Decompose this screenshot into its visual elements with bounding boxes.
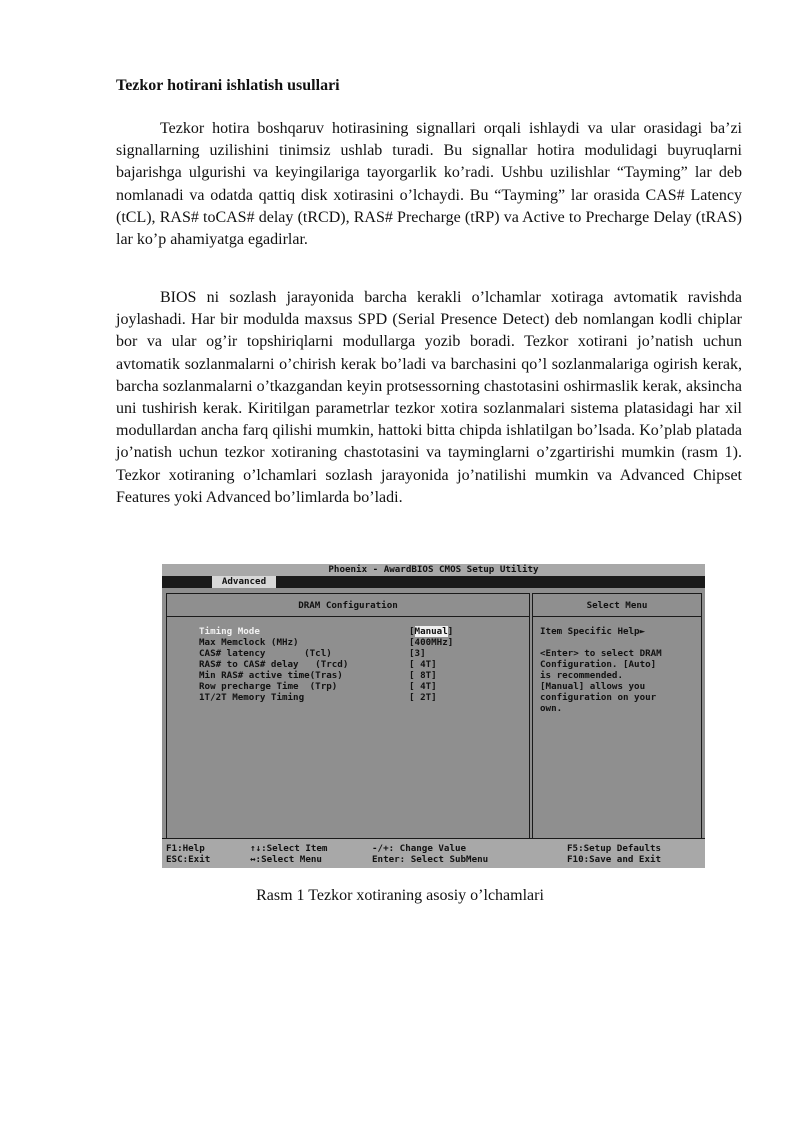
bios-help-line: Item Specific Help► — [540, 626, 646, 637]
bios-row-value: [3] — [409, 648, 426, 659]
bios-side-divider — [533, 616, 701, 617]
bios-row-value: [Manual] — [409, 626, 454, 637]
bios-help-line: [Manual] allows you — [540, 681, 646, 692]
bios-key-enter: Enter: Select SubMenu — [372, 854, 489, 865]
bios-row-value: [ 4T] — [409, 659, 437, 670]
bios-key-help: F1:Help — [166, 843, 205, 854]
bios-row-label: Min RAS# active time(Tras) — [199, 670, 343, 681]
bios-main-panel — [166, 593, 530, 865]
bios-footer-keys — [162, 838, 705, 868]
bios-help-line: configuration on your — [540, 692, 657, 703]
bios-help-panel — [532, 593, 702, 865]
bios-row-label: Timing Mode — [199, 626, 260, 637]
bios-row-value: [ 2T] — [409, 692, 437, 703]
bios-row-ras-to-cas — [199, 659, 529, 670]
bios-row-label: Row precharge Time (Trp) — [199, 681, 338, 692]
bios-title-bar: Phoenix - AwardBIOS CMOS Setup Utility — [162, 564, 705, 576]
bios-key-exit: ESC:Exit — [166, 854, 211, 865]
bios-key-select-item: ↑↓:Select Item — [250, 843, 328, 854]
bios-row-cas-latency — [199, 648, 529, 659]
bios-row-timing-mode — [199, 626, 529, 637]
bios-tab-advanced: Advanced — [212, 576, 276, 588]
figure-caption: Rasm 1 Tezkor xotiraning asosiy o’lchamlari — [256, 887, 544, 904]
bios-row-min-ras-active — [199, 670, 529, 681]
bios-row-label: Max Memclock (MHz) — [199, 637, 299, 648]
bios-row-value: [ 4T] — [409, 681, 437, 692]
bios-screenshot — [162, 564, 705, 868]
bios-row-memory-timing — [199, 692, 529, 703]
paragraph-timings: Tezkor hotira boshqaruv hotirasining signallari orqali ishlaydi va ular orasidagi ba’zi signallarning uzilishini tinimsiz ushlab turadi. Bu signallar hotira modulidagi buyruqlarni bajarishga ulgurishi va keyingilariga tayorgarlik ko’radi. Ushbu uzilishlar “Tayming” lar deb nomlanadi va odatda qattiq disk xotirasini o’lchaydi. Bu “Tayming” lar orasida CAS# Latency (tCL), RAS# toCAS# delay (tRCD), RAS# Precharge (tRP) va Active to Precharge Delay (tRAS) lar ko’p ahamiyatga egadirlar. — [116, 120, 742, 249]
bios-row-row-precharge — [199, 681, 529, 692]
bios-help-line: Configuration. [Auto] — [540, 659, 657, 670]
bios-panel-title: DRAM Configuration — [298, 600, 398, 611]
bios-key-change-value: -/+: Change Value — [372, 843, 467, 854]
bios-key-save-exit: F10:Save and Exit — [567, 854, 662, 865]
bios-row-label: CAS# latency (Tcl) — [199, 648, 332, 659]
bios-side-title: Select Menu — [586, 600, 648, 611]
bios-help-line: own. — [540, 703, 563, 714]
bios-row-label: RAS# to CAS# delay (Trcd) — [199, 659, 349, 670]
bios-help-line: <Enter> to select DRAM — [540, 648, 662, 659]
bios-help-line: is recommended. — [540, 670, 623, 681]
bios-row-max-memclock — [199, 637, 529, 648]
section-heading: Tezkor hotirani ishlatish usullari — [116, 77, 340, 94]
bios-key-defaults: F5:Setup Defaults — [567, 843, 662, 854]
bios-panel-divider — [167, 616, 529, 617]
bios-row-value: [400MHz] — [409, 637, 454, 648]
bios-row-label: 1T/2T Memory Timing — [199, 692, 305, 703]
bios-key-select-menu: ↔:Select Menu — [250, 854, 322, 865]
bios-row-value: [ 8T] — [409, 670, 437, 681]
paragraph-bios: BIOS ni sozlash jarayonida barcha kerakli o’lchamlar xotiraga avtomatik ravishda joylashadi. Har bir modulda maxsus SPD (Serial Presence Detect) deb nomlangan kodli chiplar bor va ular og’ir topshiriqlarni modullarga yozib boradi. Tezkor xotirani jo’natish uchun avtomatik sozlanmalarni o’chirish kerak bo’ladi va barchasini qo’l sozlanmalariga ogirish kerak, barcha sozlanmalarni o’tkazgandan keyin protsessorning chastotasini oshirmaslik kerak, aksincha uni tushirish kerak. Kiritilgan parametrlar tezkor xotira sozlanmalari sistema platasidagi har xil modullardan ancha farq qilishi mumkin, hattoki bitta chipda ishlatilgan bo’lsada. Ko’plab platada jo’natish uchun tezkor xotiraning chastotasini va tayminglarni o’zgartirishi mumkin (rasm 1). Tezkor xotiraning o’lchamlari sozlash jarayonida jo’natilishi mumkin va Advanced Chipset Features yoki Advanced bo’limlarda bo’ladi. — [116, 289, 742, 506]
